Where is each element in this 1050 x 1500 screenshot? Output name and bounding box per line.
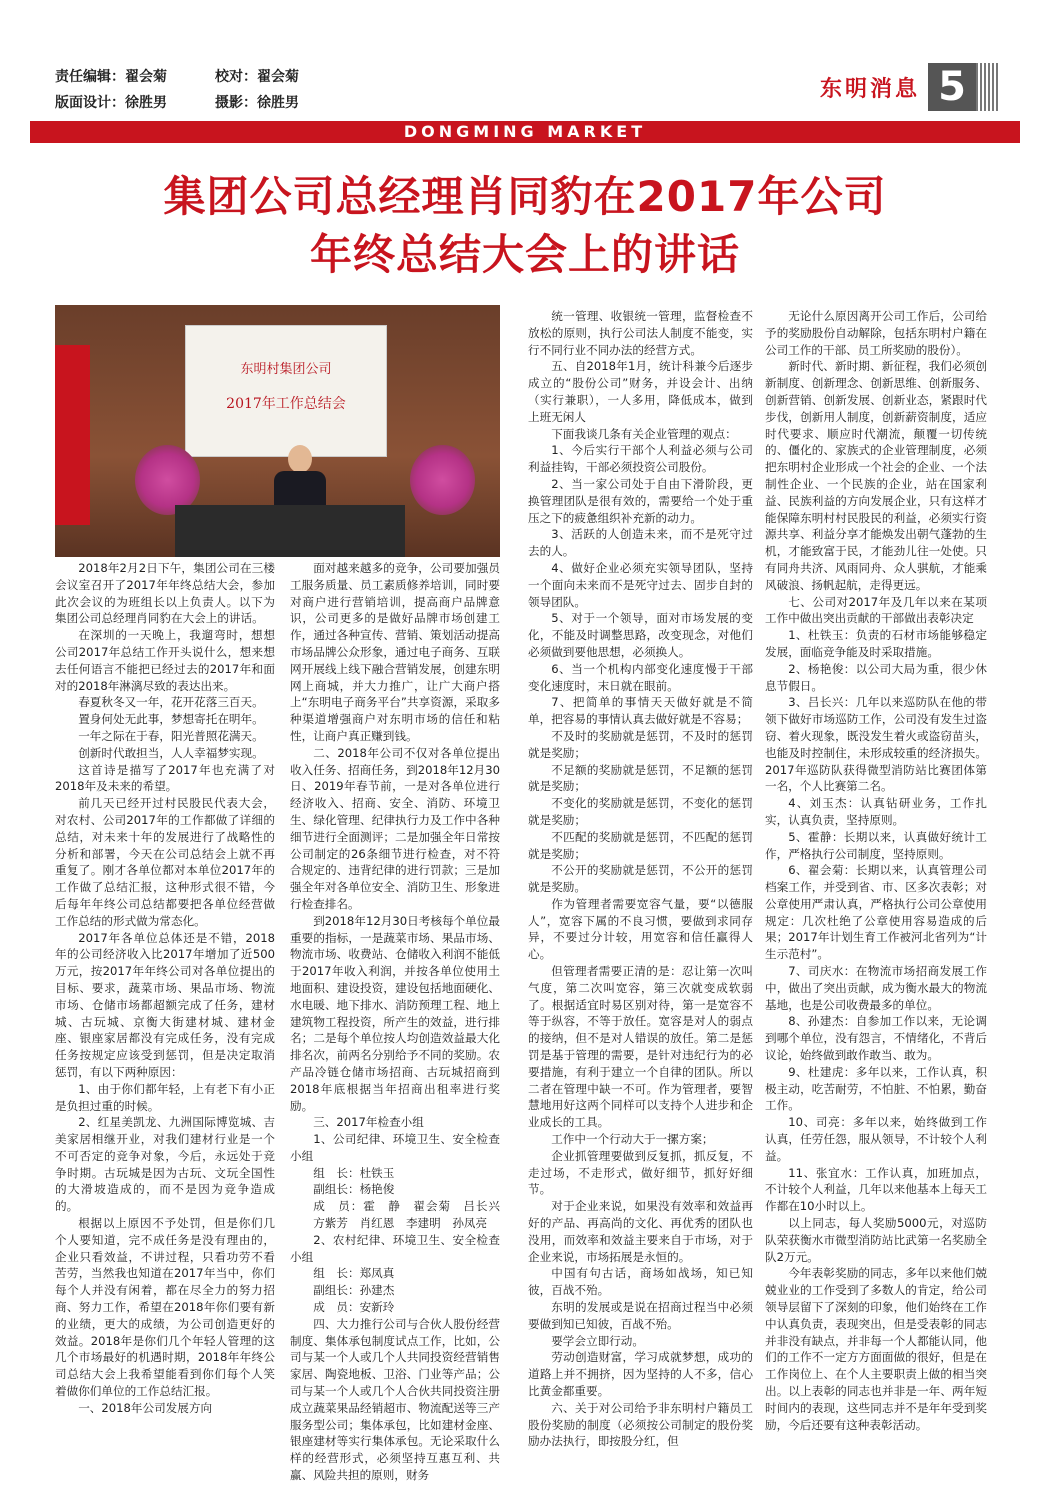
- paragraph: 2018年2月2日下午，集团公司在三楼会议室召开了2017年年终总结大会，参加此次会议的为班组长以上负责人。以下为集团公司总经理肖同豹在大会上的讲话。: [55, 561, 275, 626]
- flowers-right: [410, 445, 475, 515]
- paragraph: 3、活跃的人创造未来，而不是死守过去的人。: [528, 527, 753, 559]
- headline-line-1: 集团公司总经理肖同豹在2017年公司: [163, 172, 887, 221]
- paragraph: 不匹配的奖励就是惩罚，不匹配的惩罚就是奖励；: [528, 829, 753, 861]
- paragraph: 2、红星美凯龙、九洲国际博览城、吉美家居相继开业，对我们建材行业是一个不可否定的竞争对象，今后，永远处于竞争时期。古玩城是因为古玩、文玩全国性的大滑坡造成的，而不是因为竞争造成的。: [55, 1115, 275, 1214]
- paragraph: 七、公司对2017年及几年以来在某项工作中做出突出贡献的干部做出表彰决定: [765, 594, 987, 626]
- page-number: 5: [928, 63, 976, 111]
- article-column-2: [290, 560, 512, 1484]
- paragraph: 新时代、新时期、新征程，我们必须创新制度、创新理念、创新思维、创新服务、创新营销、创新发展、创新业态，紧跟时代步伐，创新用人制度，创新薪资制度，适应时代要求、顺应时代潮流，颠覆一切传统的、僵化的、家族式的企业管理制度，必须把东明村企业形成一个社会的企业、一个法制性企业、一个民族的企业，站在国家利益、民族利益的方向发展企业，只有这样才能保障东明村村民股民的利益，必须实行资源共享、利益分享才能焕发出朝气蓬勃的生机，才能致富于民，才能劲儿往一处使。只有同舟共济、风雨同舟、众人骐航，才能乘风破浪、扬帆起航，走得更远。: [765, 359, 987, 592]
- paragraph: 东明的发展或是说在招商过程当中必须要做到知已知彼，百战不殆。: [528, 1300, 753, 1331]
- paragraph: 不变化的奖励就是惩罚，不变化的惩罚就是奖励；: [528, 796, 753, 827]
- credits-block: [55, 64, 299, 116]
- paragraph: 下面我谈几条有关企业管理的观点：: [551, 426, 737, 441]
- meeting-photo: [55, 305, 500, 557]
- paragraph: 1、由于你们都年轻，上有老下有小正是负担过重的时候。: [55, 1081, 275, 1113]
- paragraph: 劳动创造财富，学习成就梦想，成功的道路上并不拥挤，因为坚持的人不多，信心比黄金都重要。: [528, 1350, 753, 1398]
- paragraph: 组 长：杜铁玉: [313, 1165, 395, 1180]
- paragraph: 1、杜铁玉：负责的石材市场能够稳定发展，面临竞争能及时采取措施。: [765, 628, 987, 659]
- paragraph: 要学会立即行动。: [551, 1333, 644, 1348]
- paragraph: 组 长：郑凤真: [313, 1266, 395, 1281]
- screen-line-1: 东明村集团公司: [240, 362, 332, 377]
- paragraph: 但管理者需要正清的是：忍让第一次叫气度，第二次叫宽容，第三次就变成软弱了。根据适宜时易区别对待，第一是宽容不等于纵容，不等于放任。宽容是对人的弱点的接纳，但不是对人错误的放任。第二是惩罚是基于管理的需要，是针对违纪行为的必要措施，有利于建立一个自律的团队。所以二者在管理中缺一不可。作为管理者，要智慧地用好这两个同样可以支持个人进步和企业成长的工具。: [528, 964, 753, 1130]
- paragraph: 这首诗是描写了2017年也充满了对2018年及未来的希望。: [55, 762, 275, 794]
- paragraph: 无论什么原因离开公司工作后，公司给予的奖励股份自动解除，包括东明村户籍在公司工作的干部、员工所奖励的股份）。: [765, 309, 987, 357]
- paragraph: 中国有句古话，商场如战场，知已知彼，百战不殆。: [528, 1266, 753, 1298]
- paragraph: 企业抓管理要做到反复抓，抓反复，不走过场，不走形式，做好细节，抓好好细节。: [528, 1148, 753, 1197]
- paragraph: 6、翟会菊：长期以来，认真管理公司档案工作，并受到省、市、区多次表彰；对公章使用严肃认真，严格执行公司公章使用规定：几次杜绝了公章使用容易造成的后果；2017年计划生育工作被河北省列为“计生示范村”。: [765, 863, 987, 962]
- page-number-stripes: [976, 63, 998, 111]
- projector-screen: [185, 325, 387, 457]
- paragraph: 作为管理者需要宽容气量，要“以德服人”，宽容下属的不良习惯，要做到求同存异，不要过分计较，用宽容和信任赢得人心。: [528, 896, 753, 962]
- paragraph: 不公开的奖励就是惩罚，不公开的惩罚就是奖励。: [528, 863, 753, 895]
- paragraph: 对于企业来说，如果没有效率和效益再好的产品、再高尚的文化、再优秀的团队也没用，而效率和效益主要来自于市场，对于企业来说，市场拓展是永恒的。: [528, 1199, 753, 1264]
- paragraph: 11、张宜水：工作认真，加班加点，不计较个人利益，几年以来他基本上每天工作都在10小时以上。: [765, 1165, 987, 1214]
- paragraph: 以上同志，每人奖励5000元，对巡防队荣获衡水市微型消防站比武第一名奖励全队2万元。: [765, 1216, 987, 1264]
- paragraph: 10、司亮：多年以来，始终做到工作认真，任劳任怨，服从领导，不计较个人利益。: [765, 1115, 987, 1163]
- photo-credit: 摄影：徐胜男: [215, 95, 299, 111]
- paragraph: 5、对于一个领导，面对市场发展的变化，不能及时调整思路，改变现念，对他们必须做到要他思想，必须换人。: [528, 611, 753, 659]
- masthead-title: 东明消息: [820, 76, 921, 102]
- paragraph: 一年之际在于春，阳光普照花满天。: [78, 728, 264, 743]
- paragraph: 6、当一个机构内部变化速度慢于干部变化速度时，末日就在眼前。: [528, 661, 753, 693]
- paragraph: 成 员：霍 静 翟会菊 吕长兴 方紫芳 肖红恩 李建明 孙凤亮: [313, 1199, 512, 1231]
- speaker-desk: [175, 505, 405, 557]
- paragraph: 三、2017年检查小组: [313, 1115, 424, 1130]
- paragraph: 7、司庆水：在物流市场招商发展工作中，做出了突出贡献，成为衡水最大的物流基地，也是公司收费最多的单位。: [765, 964, 987, 1012]
- paragraph: 置身何处无此事，梦想寄托在明年。: [78, 712, 264, 727]
- paragraph: 不足额的奖励就是惩罚，不足额的惩罚就是奖励；: [528, 762, 753, 794]
- paragraph: 统一管理、收银统一管理，监督检查不放松的原则，执行公司法人制度不能变，实行不同行业不同办法的经营方式。: [528, 309, 753, 357]
- article-column-4: [765, 308, 987, 1433]
- paragraph: 副组长：孙建杰: [313, 1283, 395, 1298]
- layout-credit: 版面设计：徐胜男: [55, 95, 167, 111]
- editor-credit: 责任编辑：翟会菊: [55, 69, 167, 85]
- paragraph: 六、关于对公司给予非东明村户籍员工股份奖励的制度（必须按公司制定的股份奖励办法执行，即按股分红，但: [528, 1400, 753, 1449]
- paragraph: 五、自2018年1月，统计科兼今后逐步成立的“股份公司”财务，并设会计、出纳（实行兼职），一人多用，降低成本，做到上班无闲人: [528, 359, 753, 424]
- paragraph: 2、杨艳俊：以公司大局为重，很少休息节假日。: [765, 661, 987, 693]
- paragraph: 9、杜建虎：多年以来，工作认真，积极主动，吃苦耐劳，不怕脏、不怕累，勤奋工作。: [765, 1064, 987, 1113]
- paragraph: 今年表彰奖励的同志，多年以来他们兢兢业业的工作受到了多数人的肯定，给公司领导层留下了深刻的印象，他们始终在工作中认真负责，表现突出，但是受表彰的同志并非没有缺点，并非每一个人都能认同，他们的工作不一定方方面面做的很好，但是在工作岗位上、在个人主要职责上做的相当突出。以上表彰的同志也并非是一年、两年短时间内的表现，这些同志并不是年年受到奖励，今后还要有这种表彰活动。: [765, 1266, 987, 1432]
- paragraph: 4、刘玉杰：认真钻研业务，工作扎实，认真负责，坚持原则。: [765, 796, 987, 827]
- paragraph: 春夏秋冬又一年，花开花落三百天。: [78, 695, 264, 710]
- paragraph: 副组长：杨艳俊: [313, 1182, 395, 1197]
- paragraph: 成 员：安新玲: [313, 1300, 395, 1315]
- paragraph: 根据以上原因不予处罚，但是你们几个人要知道，完不成任务是没有理由的，企业只看效益，不讲过程，只看功劳不看苦劳，当然我也知道在2017年当中，你们每个人并没有闲着，都在尽全力的努力招商、努力工作，希望在2018年你们要有新的业绩，更大的成绩，为公司创造更好的效益。2018年是你们几个年轻人管理的这几个市场最好的机遇时期，2018年年终公司总结大会上我希望能看到你们每个人笑着做你们单位的工作总结汇报。: [55, 1216, 275, 1399]
- paragraph: 7、把简单的事情天天做好就是不简单，把容易的事情认真去做好就是不容易；: [528, 695, 753, 727]
- paragraph: 工作中一个行动大于一摞方案；: [551, 1132, 714, 1147]
- paragraph: 面对越来越多的竞争，公司要加强员工服务质量、员工素质修养培训，同时要对商户进行营销培训，提高商户品牌意识，公司更多的是做好品牌市场创建工作，通过各种宣传、营销、策划活动提高市场品牌公众形象，通过电子商务、互联网开展线上线下融合营销发展，创建东明网上商城，并大力推广，让广大商户搭上“东明电子商务平台”共享资源，采取多种渠道增强商户对东明市场的信任和粘性，让商户真正赚到钱。: [290, 561, 500, 743]
- paragraph: 一、2018年公司发展方向: [78, 1400, 213, 1415]
- red-flag: [55, 345, 90, 525]
- paragraph: 1、公司纪律、环境卫生、安全检查小组: [290, 1132, 500, 1163]
- paragraph: 2、农村纪律、环境卫生、安全检查小组: [290, 1232, 500, 1264]
- paragraph: 到2018年12月30日考核每个单位最重要的指标，一是蔬菜市场、果品市场、物流市场、收费站、仓储收入利润不能低于2017年收入利润，并按各单位使用土地面积、建设投资，建设包括地面硬化、水电暖、地下排水、消防预理工程、地上建筑物工程投资，所产生的效益，进行排名；二是每个单位按人均创造效益最大化排名次，前两名分别给予不同的奖励。农产品冷链仓储市场招商、古玩城招商到2018年底根据当年招商出租率进行奖励。: [290, 913, 500, 1113]
- paragraph: 不及时的奖励就是惩罚，不及时的惩罚就是奖励；: [528, 728, 753, 760]
- paragraph: 二、2018年公司不仅对各单位提出收入任务、招商任务，到2018年12月30日、2019年春节前，一是对各单位进行经济收入、招商、安全、消防、环境卫生、绿化管理、纪律执行力及工作中各种细节进行全面测评；二是加强全年日常按公司制定的26条细节进行检查，对不符合规定的、违背纪律的进行罚款；三是加强全年对各单位安全、消防卫生、形象进行检查排名。: [290, 745, 500, 911]
- paragraph: 2017年各单位总体还是不错，2018年的公司经济收入比2017年增加了近500万元，按2017年年终公司对各单位提出的目标、要求，蔬菜市场、果品市场、物流市场、仓储市场都超额完成了任务，建材城、古玩城、京衡大街建材城、建材金座、银座家居都没有完成任务，没有完成任务按规定应该受到惩罚，但是决定取消惩罚，有以下两种原因：: [55, 930, 275, 1079]
- paragraph: 四、大力推行公司与合伙人股份经营制度、集体承包制度试点工作，比如，公司与某一个人或几个人共同投资经营销售家居、陶瓷地板、卫浴、门业等产品；公司与某一个人或几个人合伙共同投资注册成立蔬菜果品经销超市、物流配送等三产服务型公司；集体承包，比如建材金座、银座建材等实行集体承包。无论采取什么样的经营形式，必须坚持互惠互利、共赢、风险共担的原则，财务: [290, 1316, 500, 1483]
- headline-line-2: 年终总结大会上的讲话: [309, 230, 740, 279]
- paragraph: 创新时代敢担当，人人幸福梦实现。: [78, 745, 264, 760]
- screen-line-2: 2017年工作总结会: [226, 396, 346, 412]
- article-column-1: [55, 560, 275, 1417]
- paragraph: 4、做好企业必须充实领导团队，坚持一个面向未来而不是死守过去、固步自封的领导团队。: [528, 560, 753, 609]
- speaker-head: [288, 445, 312, 473]
- paragraph: 1、今后实行干部个人利益必须与公司利益挂钩，干部必须投资公司股份。: [528, 443, 753, 475]
- paragraph: 在深圳的一天晚上，我遛弯时，想想公司2017年总结工作开头说什么，想来想去任何语言不能把已经过去的2017年和面对的2018年淋漓尽致的表达出来。: [55, 628, 275, 693]
- paragraph: 5、霍静：长期以来，认真做好统计工作，严格执行公司制度，坚持原则。: [765, 829, 987, 861]
- paragraph: 8、孙建杰：自参加工作以来，无论调到哪个单位，没有怨言，不情绪化，不背后议论，始终做到敢作敢当、敢为。: [765, 1014, 987, 1063]
- article-column-3: [528, 308, 753, 1450]
- section-banner: DONGMING MARKET: [30, 121, 1020, 143]
- paragraph: 前几天已经开过村民股民代表大会，对农村、公司2017年的工作都做了详细的总结，对未来十年的发展进行了战略性的分析和部署，今天在公司总结会上就不再重复了。刚才各单位都对本单位2017年的工作做了总结汇报，这种形式很不错，今后每年年终公司总结都要把各单位经营做工作总结的形式做为常态化。: [55, 796, 275, 928]
- paragraph: 3、吕长兴：几年以来巡防队在他的带领下做好市场巡防工作，公司没有发生过盗窃、着火现象，既没发生着火或盗窃苗头，也能及时控制住，未形成较重的经济损失。2017年巡防队获得微型消防站比赛团体第一名，个人比赛第二名。: [765, 695, 987, 794]
- paragraph: 2、当一家公司处于自由下滑阶段，更换管理团队是很有效的，需要给一个处于重压之下的疲惫组织补充新的动力。: [528, 476, 753, 525]
- proofread-credit: 校对：翟会菊: [215, 69, 299, 85]
